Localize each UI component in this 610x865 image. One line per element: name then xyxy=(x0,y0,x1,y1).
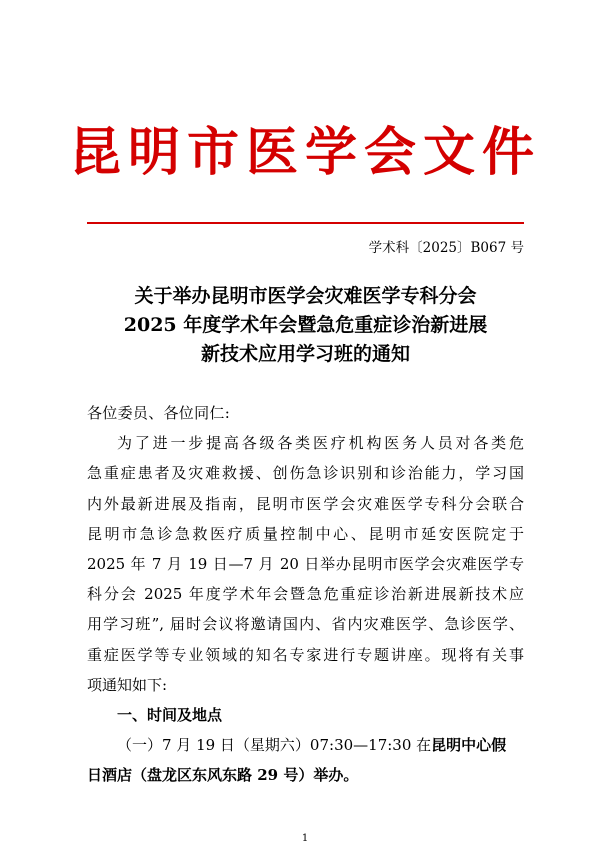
document-header-title: 昆明市医学会文件 xyxy=(68,122,541,183)
notice-title-line: 2025 年度学术年会暨急危重症诊治新进展 xyxy=(123,314,488,336)
paragraph-line: 项通知如下: xyxy=(87,675,168,694)
notice-title xyxy=(87,282,524,369)
salutation: 各位委员、各位同仁: xyxy=(87,404,231,422)
item-1-time: （一）7 月 19 日（星期六）07:30—17:30 在 xyxy=(117,736,432,755)
paragraph-line: 为了进一步提高各级各类医疗机构医务人员对各类危 xyxy=(117,434,524,453)
paragraph-line: 昆明市急诊急救医疗质量控制中心、昆明市延安医院定于 xyxy=(87,524,524,543)
header-red-rule xyxy=(87,222,524,224)
paragraph-line: 内外最新进展及指南，昆明市医学会灾难医学专科分会联合 xyxy=(87,494,524,513)
document-number: 学术科〔2025〕B067 号 xyxy=(368,240,524,256)
section-heading-time-place: 一、时间及地点 xyxy=(117,706,223,725)
paragraph-line: 2025 年 7 月 19 日—7 月 20 日举办昆明市医学会灾难医学专 xyxy=(87,555,524,574)
notice-title-line: 新技术应用学习班的通知 xyxy=(200,343,410,365)
paragraph-line: 科分会 2025 年度学术年会暨急危重症诊治新进展新技术应 xyxy=(87,585,524,604)
paragraph-line: 急重症患者及灾难救援、创伤急诊识别和诊治能力，学习国 xyxy=(87,464,524,483)
notice-title-line: 关于举办昆明市医学会灾难医学专科分会 xyxy=(134,285,477,307)
intro-paragraph xyxy=(87,428,524,700)
paragraph-line: 用学习班”, 届时会议将邀请国内、省内灾难医学、急诊医学、 xyxy=(87,615,524,634)
item-1-venue: 昆明中心假 xyxy=(431,736,507,755)
page-number: 1 xyxy=(301,833,309,844)
paragraph-line: 重症医学等专业领域的知名专家进行专题讲座。现将有关事 xyxy=(87,645,524,664)
document-body xyxy=(87,398,524,791)
section-item-1 xyxy=(87,730,524,760)
item-1-venue-continued: 日酒店（盘龙区东风东路 29 号）举办。 xyxy=(87,766,359,785)
